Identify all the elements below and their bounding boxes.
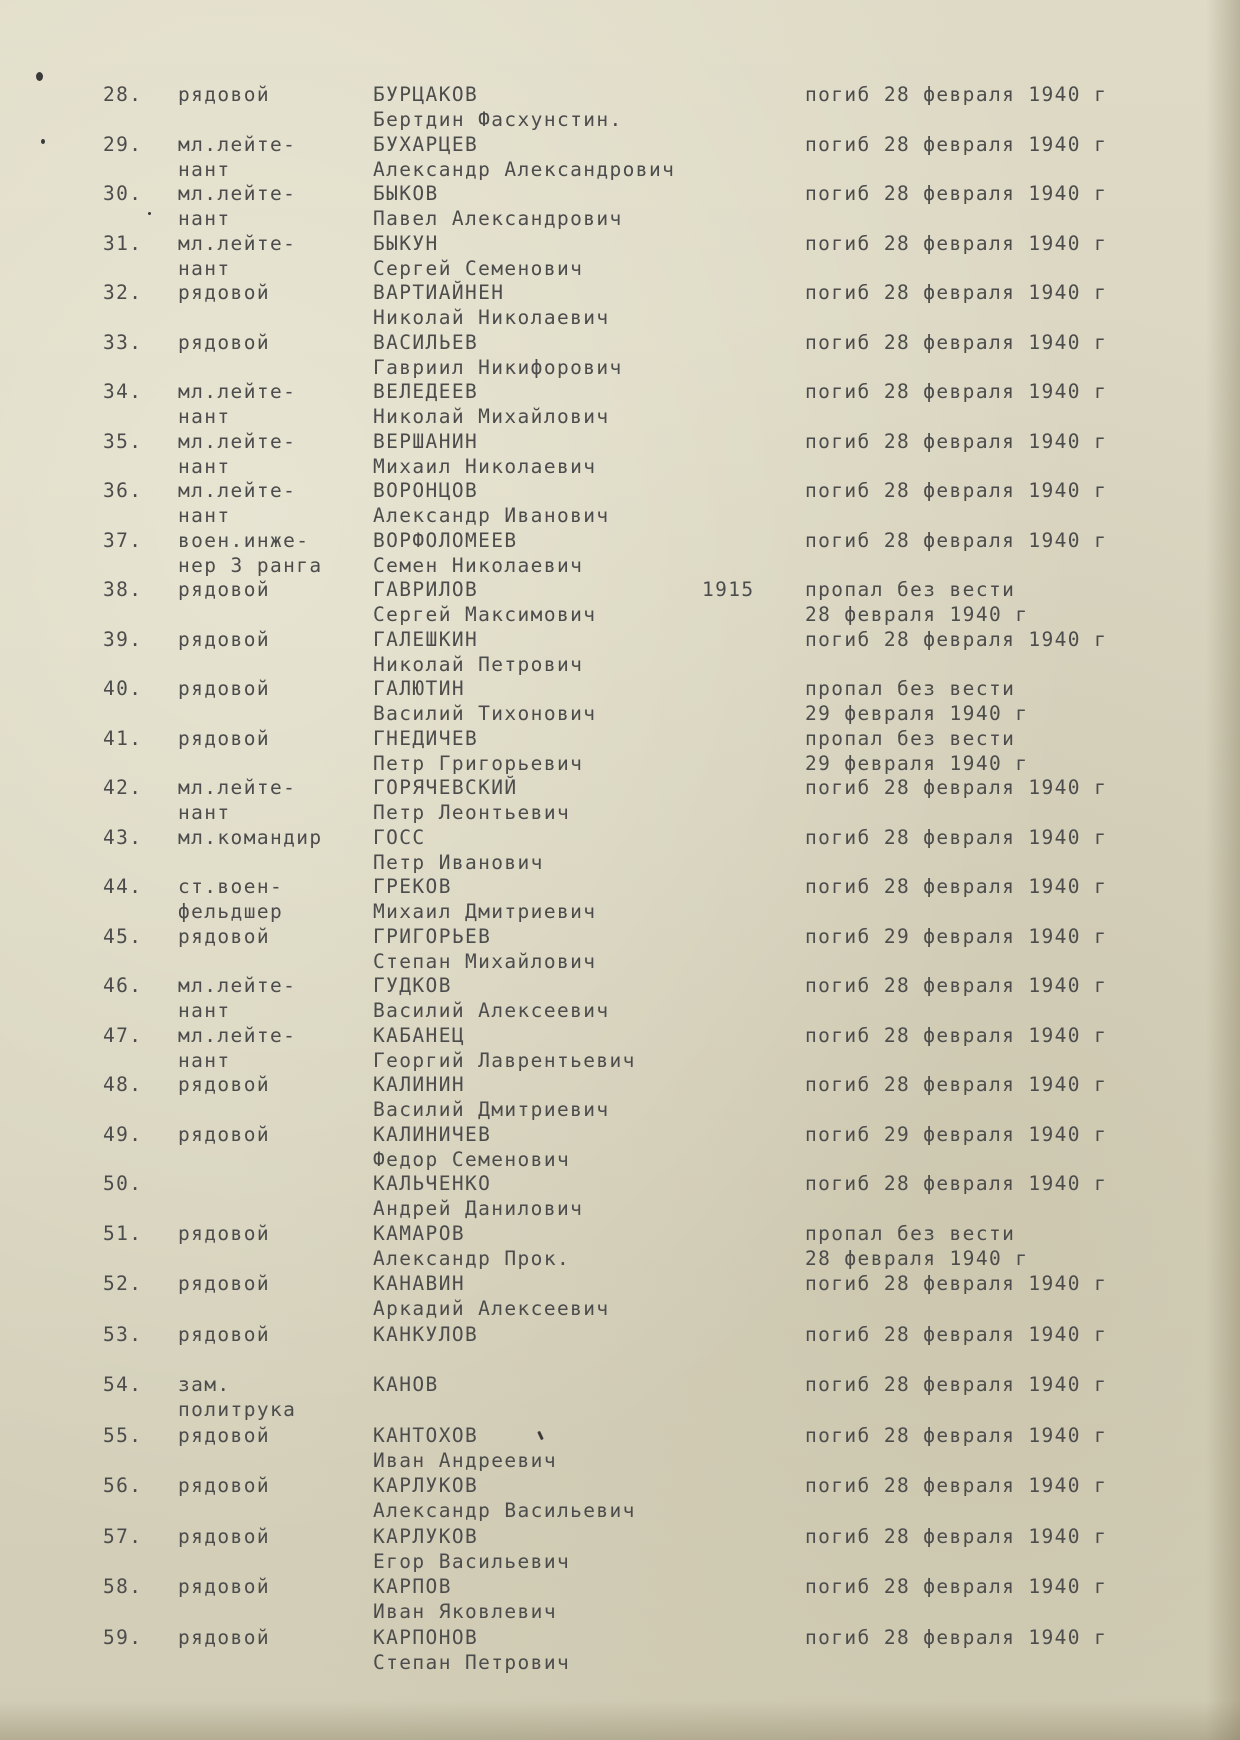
entry-number: 48. bbox=[103, 1073, 143, 1096]
status-line-2: 28 февраля 1940 г bbox=[805, 603, 1029, 626]
entry-number: 39. bbox=[103, 627, 143, 651]
surname: ГРЕКОВ bbox=[373, 875, 452, 898]
given-names: Георгий Лаврентьевич bbox=[373, 1048, 636, 1072]
rank-line-1: рядовой bbox=[178, 1221, 270, 1245]
given-names: Иван Яковлевич bbox=[373, 1600, 557, 1623]
status-line-1: погиб 28 февраля 1940 г bbox=[805, 1322, 1108, 1346]
given-names: Иван Андреевич bbox=[373, 1448, 557, 1472]
surname: ГАЛЕШКИН bbox=[373, 627, 479, 651]
given-names: Александр Иванович bbox=[373, 504, 610, 527]
status-line-1: погиб 28 февраля 1940 г bbox=[805, 1575, 1108, 1598]
surname: КАМАРОВ bbox=[373, 1221, 465, 1245]
list-item bbox=[0, 181, 1240, 231]
given-names: Павел Александрович bbox=[373, 207, 623, 230]
entry-number: 40. bbox=[103, 677, 143, 700]
entry-number: 53. bbox=[103, 1322, 143, 1346]
entry-number: 54. bbox=[103, 1373, 143, 1396]
status-line-1: погиб 28 февраля 1940 г bbox=[805, 281, 1108, 304]
entry-number: 33. bbox=[103, 330, 143, 354]
casualty-list bbox=[0, 82, 1240, 1675]
given-names: Степан Петрович bbox=[373, 1650, 571, 1674]
list-item bbox=[0, 231, 1240, 281]
status-line-2: 28 февраля 1940 г bbox=[805, 1246, 1029, 1270]
rank-line-1: рядовой bbox=[178, 1322, 270, 1346]
list-item bbox=[0, 874, 1240, 924]
rank-line-1: рядовой bbox=[178, 1122, 270, 1146]
surname: КАБАНЕЦ bbox=[373, 1023, 465, 1047]
given-names: Михаил Николаевич bbox=[373, 454, 597, 478]
status-line-1: пропал без вести bbox=[805, 726, 1016, 750]
status-line-1: погиб 28 февраля 1940 г bbox=[805, 825, 1108, 849]
list-item bbox=[0, 577, 1240, 627]
list-item bbox=[0, 627, 1240, 677]
status-line-1: погиб 28 февраля 1940 г bbox=[805, 83, 1108, 106]
surname: КАРПОНОВ bbox=[373, 1625, 479, 1649]
entry-number: 44. bbox=[103, 875, 143, 898]
entry-number: 58. bbox=[103, 1575, 143, 1598]
status-line-1: пропал без вести bbox=[805, 1221, 1016, 1245]
list-item bbox=[0, 1423, 1240, 1474]
rank-line-1: рядовой bbox=[178, 1423, 270, 1447]
surname: КАЛИНИЧЕВ bbox=[373, 1122, 492, 1146]
given-names: Александр Прок. bbox=[373, 1246, 571, 1270]
rank-line-2: политрука bbox=[178, 1398, 297, 1421]
status-line-1: погиб 28 февраля 1940 г bbox=[805, 1023, 1108, 1047]
surname: ВЕРШАНИН bbox=[373, 429, 479, 453]
given-names: Александр Александрович bbox=[373, 157, 676, 181]
surname: КАНКУЛОВ bbox=[373, 1322, 479, 1346]
entry-number: 59. bbox=[103, 1625, 143, 1649]
given-names: Гавриил Никифорович bbox=[373, 355, 623, 379]
rank-line-1: мл.лейте- bbox=[178, 479, 297, 502]
list-item bbox=[0, 280, 1240, 330]
surname: ГАЛЮТИН bbox=[373, 677, 465, 700]
rank-line-1: мл.лейте- bbox=[178, 429, 297, 453]
list-item bbox=[0, 1574, 1240, 1625]
surname: ГОРЯЧЕВСКИЙ bbox=[373, 776, 518, 799]
given-names: Михаил Дмитриевич bbox=[373, 900, 597, 923]
status-line-1: погиб 28 февраля 1940 г bbox=[805, 1474, 1108, 1497]
rank-line-1: мл.командир bbox=[178, 825, 323, 849]
rank-line-1: мл.лейте- bbox=[178, 776, 297, 799]
status-line-1: погиб 28 февраля 1940 г bbox=[805, 528, 1108, 552]
entry-number: 55. bbox=[103, 1423, 143, 1447]
rank-line-2: нер 3 ранга bbox=[178, 553, 323, 577]
rank-line-2: нант bbox=[178, 405, 231, 428]
status-line-1: погиб 29 февраля 1940 г bbox=[805, 924, 1108, 948]
rank-line-1: мл.лейте- bbox=[178, 231, 297, 255]
list-item bbox=[0, 429, 1240, 479]
entry-number: 36. bbox=[103, 479, 143, 502]
list-item bbox=[0, 1372, 1240, 1423]
given-names: Сергей Семенович bbox=[373, 256, 584, 280]
entry-number: 50. bbox=[103, 1172, 143, 1195]
status-line-1: погиб 28 февраля 1940 г bbox=[805, 132, 1108, 156]
status-line-1: погиб 28 февраля 1940 г bbox=[805, 182, 1108, 205]
entry-number: 49. bbox=[103, 1122, 143, 1146]
surname: КАРПОВ bbox=[373, 1575, 452, 1598]
surname: КАНАВИН bbox=[373, 1272, 465, 1295]
status-line-1: погиб 28 февраля 1940 г bbox=[805, 479, 1108, 502]
rank-line-1: рядовой bbox=[178, 1073, 270, 1096]
status-line-1: погиб 28 февраля 1940 г bbox=[805, 1172, 1108, 1195]
status-line-1: погиб 28 февраля 1940 г bbox=[805, 627, 1108, 651]
surname: БЫКУН bbox=[373, 231, 439, 255]
entry-number: 37. bbox=[103, 528, 143, 552]
list-item bbox=[0, 1271, 1240, 1322]
status-line-1: погиб 28 февраля 1940 г bbox=[805, 1524, 1108, 1548]
surname: ВАРТИАЙНЕН bbox=[373, 281, 505, 304]
given-names: Сергей Максимович bbox=[373, 603, 597, 626]
rank-line-1: рядовой bbox=[178, 1625, 270, 1649]
rank-line-1: рядовой bbox=[178, 330, 270, 354]
status-line-2: 29 февраля 1940 г bbox=[805, 751, 1029, 775]
status-line-1: погиб 28 февраля 1940 г bbox=[805, 1272, 1108, 1295]
entry-number: 43. bbox=[103, 825, 143, 849]
rank-line-1: рядовой bbox=[178, 1524, 270, 1548]
birth-year: 1915 bbox=[702, 578, 755, 601]
rank-line-1: мл.лейте- bbox=[178, 132, 297, 156]
surname: БЫКОВ bbox=[373, 182, 439, 205]
entry-number: 35. bbox=[103, 429, 143, 453]
surname: КАРЛУКОВ bbox=[373, 1524, 479, 1548]
status-line-2: 29 февраля 1940 г bbox=[805, 702, 1029, 725]
entry-number: 47. bbox=[103, 1023, 143, 1047]
rank-line-1: воен.инже- bbox=[178, 528, 310, 552]
surname: КАЛЬЧЕНКО bbox=[373, 1172, 492, 1195]
surname: БУРЦАКОВ bbox=[373, 83, 479, 106]
entry-number: 56. bbox=[103, 1474, 143, 1497]
list-item bbox=[0, 1322, 1240, 1373]
surname: КАНТОХОВ bbox=[373, 1423, 479, 1447]
surname: КАЛИНИН bbox=[373, 1073, 465, 1096]
rank-line-2: нант bbox=[178, 157, 231, 181]
entry-number: 32. bbox=[103, 281, 143, 304]
status-line-1: погиб 28 февраля 1940 г bbox=[805, 231, 1108, 255]
status-line-1: погиб 28 февраля 1940 г bbox=[805, 1625, 1108, 1649]
surname: ГОСС bbox=[373, 825, 426, 849]
list-item bbox=[0, 1524, 1240, 1575]
given-names: Федор Семенович bbox=[373, 1147, 571, 1171]
status-line-1: погиб 28 февраля 1940 г bbox=[805, 429, 1108, 453]
given-names: Петр Иванович bbox=[373, 850, 544, 874]
ink-speck bbox=[36, 72, 43, 81]
rank-line-2: нант bbox=[178, 207, 231, 230]
list-item bbox=[0, 1221, 1240, 1272]
list-item bbox=[0, 1171, 1240, 1221]
given-names: Николай Николаевич bbox=[373, 306, 610, 329]
rank-line-1: ст.воен- bbox=[178, 875, 284, 898]
rank-line-2: нант bbox=[178, 454, 231, 478]
entry-number: 30. bbox=[103, 182, 143, 205]
given-names: Николай Петрович bbox=[373, 652, 584, 676]
status-line-1: погиб 28 февраля 1940 г bbox=[805, 875, 1108, 898]
list-item bbox=[0, 528, 1240, 578]
rank-line-1: рядовой bbox=[178, 281, 270, 304]
given-names: Степан Михайлович bbox=[373, 949, 597, 973]
given-names: Николай Михайлович bbox=[373, 405, 610, 428]
status-line-1: пропал без вести bbox=[805, 578, 1016, 601]
status-line-1: погиб 28 февраля 1940 г bbox=[805, 1423, 1108, 1447]
list-item bbox=[0, 478, 1240, 528]
entry-number: 29. bbox=[103, 132, 143, 156]
surname: БУХАРЦЕВ bbox=[373, 132, 479, 156]
given-names: Александр Васильевич bbox=[373, 1499, 636, 1522]
rank-line-2: фельдшер bbox=[178, 900, 284, 923]
given-names: Василий Тихонович bbox=[373, 702, 597, 725]
rank-line-1: мл.лейте- bbox=[178, 974, 297, 997]
entry-number: 45. bbox=[103, 924, 143, 948]
status-line-1: погиб 28 февраля 1940 г bbox=[805, 776, 1108, 799]
entry-number: 38. bbox=[103, 578, 143, 601]
page-bottom-shadow bbox=[0, 1700, 1240, 1740]
list-item bbox=[0, 1122, 1240, 1172]
given-names: Аркадий Алексеевич bbox=[373, 1297, 610, 1320]
surname: ВАСИЛЬЕВ bbox=[373, 330, 479, 354]
given-names: Семен Николаевич bbox=[373, 553, 584, 577]
status-line-1: погиб 28 февраля 1940 г bbox=[805, 974, 1108, 997]
surname: ГУДКОВ bbox=[373, 974, 452, 997]
rank-line-1: рядовой bbox=[178, 1474, 270, 1497]
entry-number: 28. bbox=[103, 83, 143, 106]
list-item bbox=[0, 726, 1240, 776]
rank-line-1: мл.лейте- bbox=[178, 380, 297, 403]
entry-number: 41. bbox=[103, 726, 143, 750]
list-item bbox=[0, 924, 1240, 974]
rank-line-2: нант bbox=[178, 999, 231, 1022]
rank-line-1: рядовой bbox=[178, 83, 270, 106]
status-line-1: пропал без вести bbox=[805, 677, 1016, 700]
surname: КАНОВ bbox=[373, 1373, 439, 1396]
list-item bbox=[0, 775, 1240, 825]
given-names: Петр Леонтьевич bbox=[373, 801, 571, 824]
entry-number: 57. bbox=[103, 1524, 143, 1548]
entry-number: 34. bbox=[103, 380, 143, 403]
status-line-1: погиб 28 февраля 1940 г bbox=[805, 1073, 1108, 1096]
rank-line-1: мл.лейте- bbox=[178, 182, 297, 205]
rank-line-1: рядовой bbox=[178, 924, 270, 948]
given-names: Василий Алексеевич bbox=[373, 999, 610, 1022]
surname: ВЕЛЕДЕЕВ bbox=[373, 380, 479, 403]
rank-line-1: рядовой bbox=[178, 627, 270, 651]
surname: ВОРОНЦОВ bbox=[373, 479, 479, 502]
rank-line-1: рядовой bbox=[178, 578, 270, 601]
entry-number: 42. bbox=[103, 776, 143, 799]
rank-line-1: мл.лейте- bbox=[178, 1023, 297, 1047]
rank-line-1: зам. bbox=[178, 1373, 231, 1396]
rank-line-1: рядовой bbox=[178, 677, 270, 700]
list-item bbox=[0, 973, 1240, 1023]
given-names: Петр Григорьевич bbox=[373, 751, 584, 775]
entry-number: 51. bbox=[103, 1221, 143, 1245]
entry-number: 46. bbox=[103, 974, 143, 997]
rank-line-2: нант bbox=[178, 256, 231, 280]
status-line-1: погиб 29 февраля 1940 г bbox=[805, 1122, 1108, 1146]
rank-line-2: нант bbox=[178, 1048, 231, 1072]
rank-line-2: нант bbox=[178, 801, 231, 824]
entry-number: 52. bbox=[103, 1272, 143, 1295]
list-item bbox=[0, 330, 1240, 380]
status-line-1: погиб 28 февраля 1940 г bbox=[805, 1373, 1108, 1396]
status-line-1: погиб 28 февраля 1940 г bbox=[805, 380, 1108, 403]
surname: КАРЛУКОВ bbox=[373, 1474, 479, 1497]
list-item bbox=[0, 676, 1240, 726]
rank-line-1: рядовой bbox=[178, 726, 270, 750]
given-names: Андрей Данилович bbox=[373, 1197, 584, 1220]
list-item bbox=[0, 1072, 1240, 1122]
list-item bbox=[0, 1625, 1240, 1676]
given-names: Бертдин Фасхунстин. bbox=[373, 108, 623, 131]
list-item bbox=[0, 82, 1240, 132]
list-item bbox=[0, 1473, 1240, 1524]
given-names: Егор Васильевич bbox=[373, 1549, 571, 1573]
list-item bbox=[0, 825, 1240, 875]
rank-line-1: рядовой bbox=[178, 1272, 270, 1295]
status-line-1: погиб 28 февраля 1940 г bbox=[805, 330, 1108, 354]
given-names: Василий Дмитриевич bbox=[373, 1098, 610, 1121]
surname: ГАВРИЛОВ bbox=[373, 578, 479, 601]
list-item bbox=[0, 379, 1240, 429]
surname: ГНЕДИЧЕВ bbox=[373, 726, 479, 750]
list-item bbox=[0, 1023, 1240, 1073]
entry-number: 31. bbox=[103, 231, 143, 255]
surname: ГРИГОРЬЕВ bbox=[373, 924, 492, 948]
rank-line-1: рядовой bbox=[178, 1575, 270, 1598]
rank-line-2: нант bbox=[178, 504, 231, 527]
surname: ВОРФОЛОМЕЕВ bbox=[373, 528, 518, 552]
list-item bbox=[0, 132, 1240, 182]
